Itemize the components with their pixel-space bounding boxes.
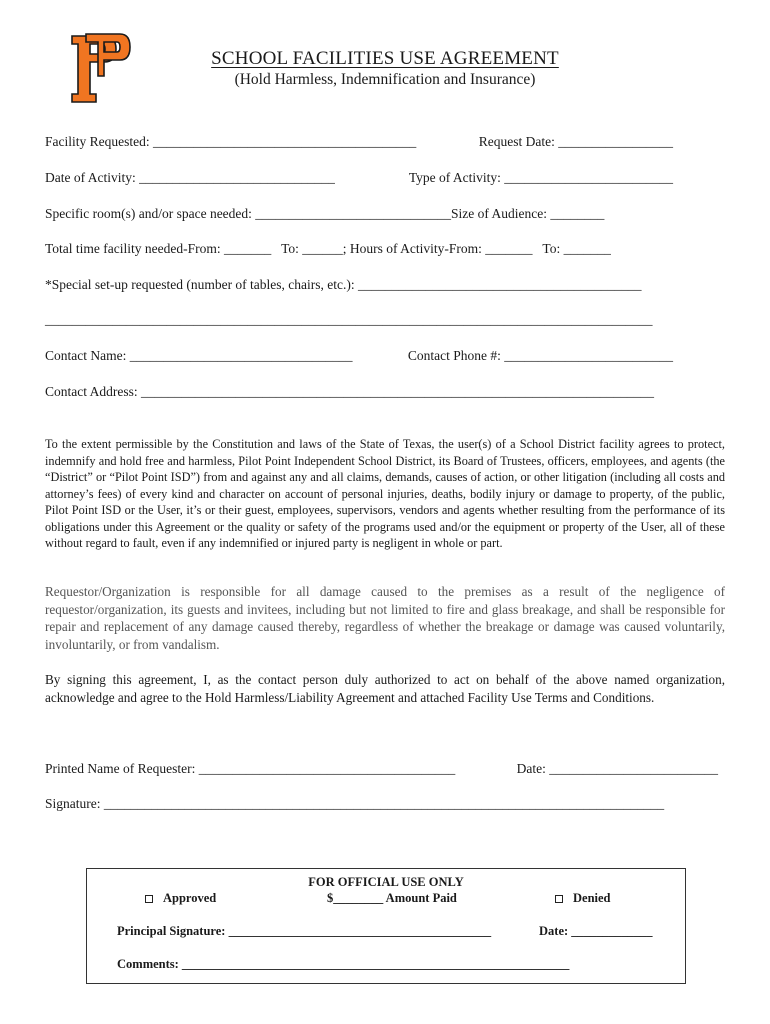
checkbox-icon[interactable] — [145, 895, 153, 903]
document-subtitle: (Hold Harmless, Indemnification and Insurance) — [234, 71, 536, 88]
total-time-field[interactable]: Total time facility needed-From: _______ To: ______; Hours of Activity-From: _______ To: _______ — [45, 241, 611, 256]
signature-field[interactable]: Signature: ___________________________________________________________________________________ — [45, 796, 665, 811]
document-title: SCHOOL FACILITIES USE AGREEMENT — [211, 48, 559, 69]
approved-option[interactable]: Approved — [145, 891, 216, 906]
contact-address-field[interactable]: Contact Address: ____________________________________________________________________________ — [45, 384, 654, 399]
checkbox-icon[interactable] — [555, 895, 563, 903]
indemnity-paragraph: To the extent permissible by the Constitution and laws of the State of Texas, the user(s) of a School District facility agrees to protect, indemnify and hold free and harmless, Pilot Point Independent School District, its Board of Trustees, officers, employees, and agents (the “District” or “Pilot Point ISD”) from and against any and all claims, demands, causes of action, or other litigation (including all costs and attorney’s fees) of every kind and character on account of personal injuries, deaths, bodily injury or damage to property, of the public, Pilot Point ISD or the User, it’s or their guest, employees, supervisors, vendors and agents whether resulting from the performance of its obligations under this Agreement or the quality or safety of the programs used and/or the equipment or property of the User, all of these without regard to fault, even if any indemnified or injured party is negligent in whole or part. — [45, 437, 725, 550]
facility-requested-field[interactable]: Facility Requested: _______________________________________ — [45, 134, 417, 149]
denied-option[interactable]: Denied — [555, 891, 611, 906]
official-use-header: FOR OFFICIAL USE ONLY — [308, 875, 464, 889]
printed-name-field[interactable]: Printed Name of Requester: ______________________________________ — [45, 761, 456, 776]
responsibility-paragraph: Requestor/Organization is responsible for all damage caused to the premises as a result of the negligence of requestor/organization, its guests and invitees, including but not limited to fire and glass breakage, and shall be responsible for repair and replacement of any damage caused thereby, regardless of whether the breakage or damage was caused voluntarily, involuntarily, or from vandalism. — [45, 584, 725, 652]
acknowledgement-paragraph: By signing this agreement, I, as the contact person duly authorized to act on behalf of the above named organization, acknowledge and agree to the Hold Harmless/Liability Agreement and attached Facility Use Terms and Conditions. — [45, 672, 725, 705]
special-setup-line-2[interactable]: __________________________________________________________________________________________ — [45, 312, 653, 327]
special-setup-field[interactable]: *Special set-up requested (number of tables, chairs, etc.): __________________________________________ — [45, 277, 642, 292]
official-use-box — [86, 868, 686, 984]
comments-field[interactable]: Comments: ______________________________________________________________ — [117, 957, 570, 971]
official-date-field[interactable]: Date: _____________ — [539, 924, 653, 938]
specific-rooms-field[interactable]: Specific room(s) and/or space needed: _____________________________Size of Audience: ________ — [45, 206, 605, 221]
request-date-field[interactable]: Request Date: _________________ — [478, 134, 673, 149]
amount-paid-field[interactable]: $________ Amount Paid — [327, 891, 457, 905]
signature-date-field[interactable]: Date: _________________________ — [516, 761, 718, 776]
principal-signature-field[interactable]: Principal Signature: __________________________________________ — [117, 924, 492, 938]
type-of-activity-field[interactable]: Type of Activity: _________________________ — [408, 170, 673, 185]
contact-name-field[interactable]: Contact Name: _________________________________ — [45, 348, 353, 363]
contact-phone-field[interactable]: Contact Phone #: _________________________ — [407, 348, 673, 363]
date-of-activity-field[interactable]: Date of Activity: _____________________________ — [45, 170, 335, 185]
